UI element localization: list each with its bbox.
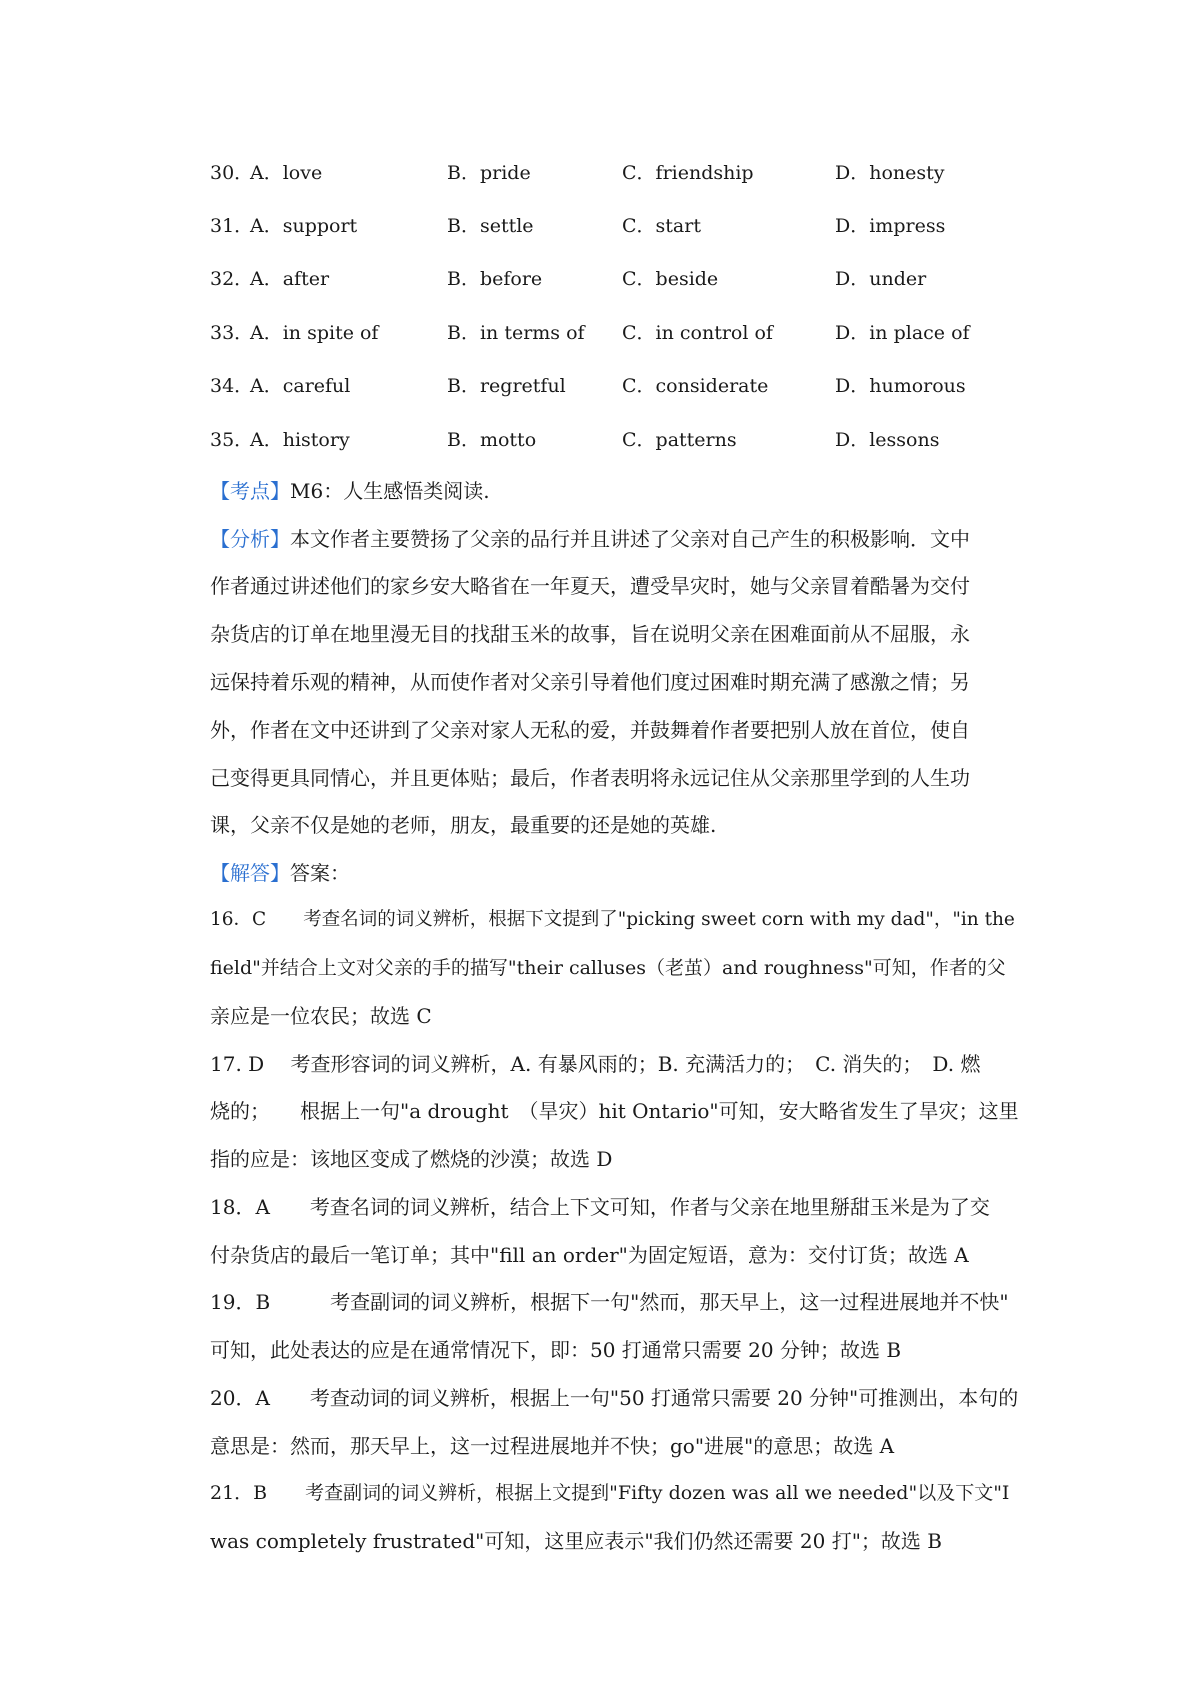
jieda-text: 答案： bbox=[290, 861, 350, 885]
option-d: D．impress bbox=[835, 215, 946, 237]
option-a: A．love bbox=[250, 162, 323, 184]
option-b: B．regretful bbox=[447, 375, 566, 397]
answer-line: 可知，此处表达的应是在通常情况下，即：50 打通常只需要 20 分钟；故选 B bbox=[210, 1338, 902, 1362]
question-number: 35． bbox=[210, 429, 254, 451]
question-row-33 bbox=[210, 318, 1010, 348]
option-d: D．in place of bbox=[835, 322, 970, 344]
option-c: C．in control of bbox=[622, 322, 773, 344]
kaodian-tag: 【考点】 bbox=[210, 479, 290, 503]
question-number: 33． bbox=[210, 322, 254, 344]
question-number: 30． bbox=[210, 162, 254, 184]
answer-line: was completely frustrated"可知，这里应表示"我们仍然还需要 20 打"；故选 B bbox=[210, 1529, 942, 1553]
option-c: C．start bbox=[622, 215, 701, 237]
question-row-34 bbox=[210, 371, 1010, 401]
answer-line: field"并结合上文对父亲的手的描写"their calluses（老茧）and roughness"可知，作者的父 bbox=[210, 957, 1006, 979]
option-b: B．before bbox=[447, 268, 543, 290]
question-number: 31． bbox=[210, 215, 254, 237]
option-c: C．considerate bbox=[622, 375, 769, 397]
option-b: B．pride bbox=[447, 162, 531, 184]
option-a: A．careful bbox=[250, 375, 351, 397]
question-row-31 bbox=[210, 211, 1010, 241]
option-a: A．history bbox=[250, 429, 350, 451]
option-c: C．beside bbox=[622, 268, 719, 290]
question-row-35 bbox=[210, 425, 1010, 455]
option-a: A．support bbox=[250, 215, 358, 237]
jieda-tag: 【解答】 bbox=[210, 861, 290, 885]
fenxi-line: 作者通过讲述他们的家乡安大略省在一年夏天，遭受旱灾时，她与父亲冒着酷暑为交付 bbox=[210, 574, 970, 598]
answer-line: 20．A 考查动词的词义辨析，根据上一句"50 打通常只需要 20 分钟"可推测出，本句的 bbox=[210, 1386, 1019, 1410]
answer-line: 亲应是一位农民；故选 C bbox=[210, 1004, 432, 1028]
question-row-32 bbox=[210, 264, 1010, 294]
answer-line: 烧的； 根据上一句"a drought （旱灾）hit Ontario"可知，安大略省发生了旱灾；这里 bbox=[210, 1099, 1019, 1123]
answer-line: 付杂货店的最后一笔订单；其中"fill an order"为固定短语，意为：交付订货；故选 A bbox=[210, 1243, 969, 1267]
kaodian-section bbox=[210, 476, 1020, 506]
kaodian-text: M6：人生感悟类阅读. bbox=[290, 479, 490, 503]
answer-line: 17. D 考查形容词的词义辨析，A. 有暴风雨的；B. 充满活力的； C. 消失的； D. 燃 bbox=[210, 1052, 981, 1076]
answer-line: 指的应是：该地区变成了燃烧的沙漠；故选 D bbox=[210, 1147, 613, 1171]
fenxi-line: 杂货店的订单在地里漫无目的找甜玉米的故事，旨在说明父亲在困难面前从不屈服，永 bbox=[210, 622, 970, 646]
fenxi-line: 课，父亲不仅是她的老师，朋友，最重要的还是她的英雄. bbox=[210, 813, 717, 837]
option-b: B．motto bbox=[447, 429, 537, 451]
answer-line: 16．C 考查名词的词义辨析，根据下文提到了"picking sweet corn with my dad"，"in the bbox=[210, 909, 1015, 930]
answer-line: 意思是：然而，那天早上，这一过程进展地并不快；go"进展"的意思；故选 A bbox=[210, 1434, 895, 1458]
option-d: D．lessons bbox=[835, 429, 940, 451]
option-d: D．under bbox=[835, 268, 927, 290]
option-b: B．in terms of bbox=[447, 322, 585, 344]
question-row-30 bbox=[210, 158, 1010, 188]
option-a: A．in spite of bbox=[250, 322, 379, 344]
question-number: 32． bbox=[210, 268, 254, 290]
option-b: B．settle bbox=[447, 215, 534, 237]
question-number: 34． bbox=[210, 375, 254, 397]
option-c: C．patterns bbox=[622, 429, 737, 451]
option-c: C．friendship bbox=[622, 162, 754, 184]
fenxi-line: 外，作者在文中还讲到了父亲对家人无私的爱，并鼓舞着作者要把别人放在首位，使自 bbox=[210, 718, 970, 742]
option-d: D．honesty bbox=[835, 162, 945, 184]
answer-line: 19．B 考查副词的词义辨析，根据下一句"然而，那天早上，这一过程进展地并不快" bbox=[210, 1290, 1009, 1314]
fenxi-line: 己变得更具同情心，并且更体贴；最后，作者表明将永远记住从父亲那里学到的人生功 bbox=[210, 766, 970, 790]
option-a: A．after bbox=[250, 268, 330, 290]
jieda-heading bbox=[210, 858, 1020, 888]
fenxi-line: 远保持着乐观的精神，从而使作者对父亲引导着他们度过困难时期充满了感激之情；另 bbox=[210, 670, 970, 694]
fenxi-tag: 【分析】 bbox=[210, 527, 290, 551]
fenxi-line-text: 本文作者主要赞扬了父亲的品行并且讲述了父亲对自己产生的积极影响．文中 bbox=[290, 527, 970, 551]
option-d: D．humorous bbox=[835, 375, 966, 397]
fenxi-line bbox=[210, 524, 1020, 554]
answer-line: 18．A 考查名词的词义辨析，结合上下文可知，作者与父亲在地里掰甜玉米是为了交 bbox=[210, 1195, 990, 1219]
answer-line: 21．B 考查副词的词义辨析，根据上文提到"Fifty dozen was all we needed"以及下文"I bbox=[210, 1482, 1010, 1504]
